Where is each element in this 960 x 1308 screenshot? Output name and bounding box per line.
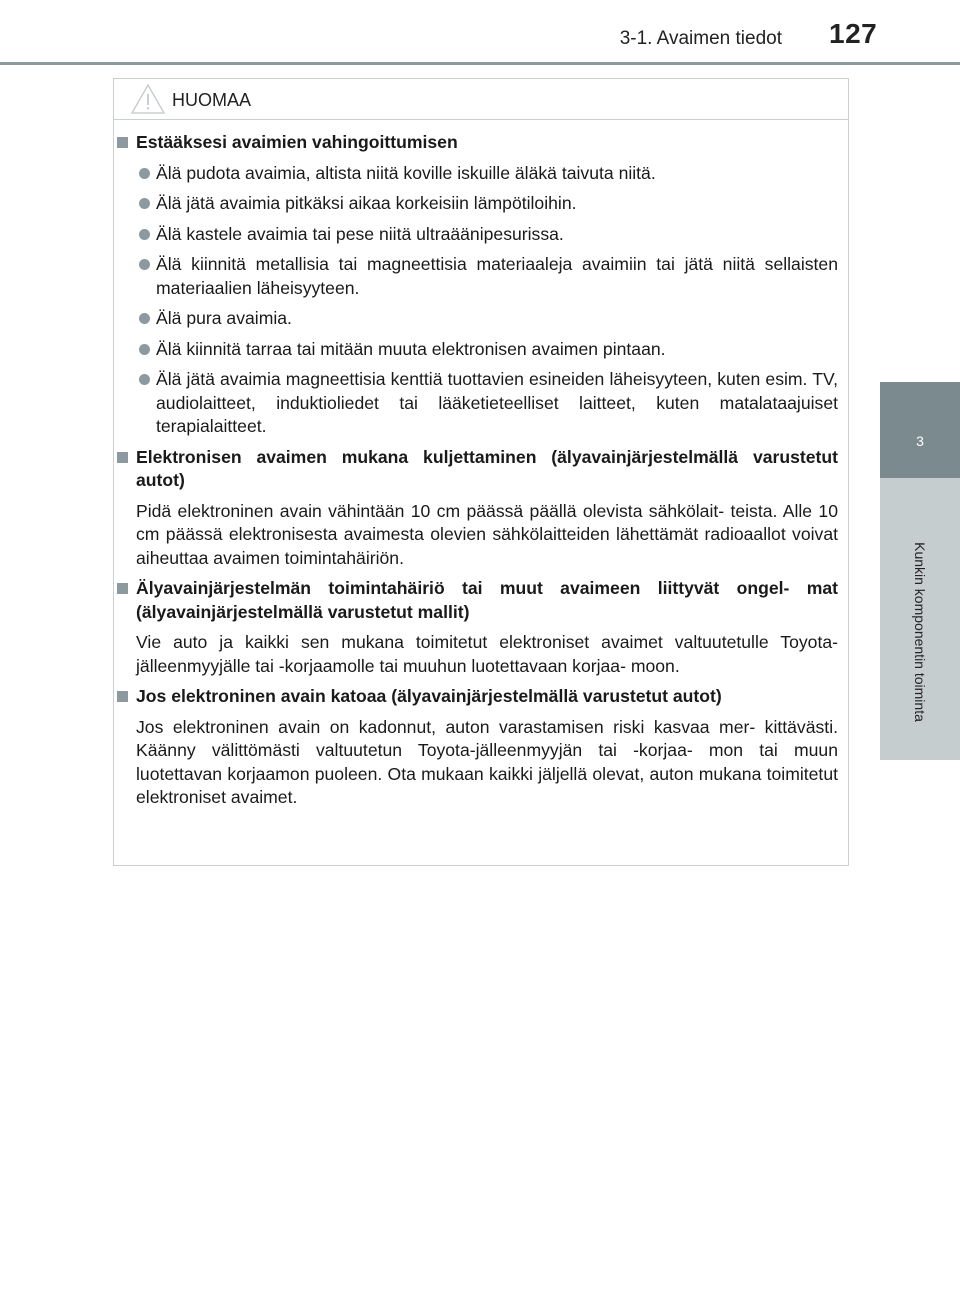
warning-triangle-icon: [130, 83, 166, 115]
bullet-text: Älä jätä avaimia magneettisia kenttiä tuottavien esineiden läheisyyteen, kuten esim. TV, audiolaitteet, induktioliedet tai lääketieteelliset laitteet, kuten matalataajuiset terapialaitteet.: [156, 369, 838, 436]
section-marker: [117, 691, 128, 702]
caution-section: [114, 131, 838, 439]
caution-content: [114, 131, 848, 817]
section-marker: [117, 452, 128, 463]
bullet-text: Älä kiinnitä metallisia tai magneettisia materiaaleja avaimiin tai jätä niitä sellaisten materiaalien läheisyyteen.: [156, 254, 838, 298]
section-heading: Elektronisen avaimen mukana kuljettaminen (älyavainjärjestelmällä varustetut autot): [136, 446, 838, 490]
bullet-dot: [139, 313, 150, 324]
bullet-text: Älä kastele avaimia tai pese niitä ultraäänipesurissa.: [156, 223, 564, 244]
bullet-dot: [139, 229, 150, 240]
section-paragraph: Jos elektroninen avain on kadonnut, auton varastamisen riski kasvaa mer- kittävästi. Käänny välittömästi valtuutetun Toyota-jälleenmyyjän tai -korjaa- mon tai muun luotettavan korjaamon puoleen. Ota mukaan kaikki jäljellä olevat, auton mukana toimitetut elektroniset avaimet.: [136, 716, 838, 807]
chapter-label: Kunkin komponentin toiminta: [912, 542, 928, 722]
section-heading: Estääksesi avaimien vahingoittumisen: [136, 132, 458, 152]
caution-section: [114, 685, 838, 810]
caution-header: [114, 79, 848, 120]
bullet-dot: [139, 168, 150, 179]
page-number: 127: [829, 18, 878, 49]
section-paragraph: Pidä elektroninen avain vähintään 10 cm päässä päällä olevista sähkölait- teista. Alle 10 cm päässä elektronisesta avaimesta olevien sähkölaitteiden lähettämät radioaallot voivat aiheuttaa avaimen toimintahäiriön.: [136, 500, 838, 568]
page-header: [0, 0, 960, 64]
bullet-text: Älä kiinnitä tarraa tai mitään muuta elektronisen avaimen pintaan.: [156, 338, 666, 359]
bullet-item: [114, 253, 838, 300]
bullet-item: [114, 307, 838, 331]
bullet-item: [114, 368, 838, 439]
chapter-number: 3: [880, 382, 960, 478]
bullet-text: Älä pudota avaimia, altista niitä koville iskuille äläkä taivuta niitä.: [156, 162, 656, 183]
bullet-dot: [139, 198, 150, 209]
bullet-dot: [139, 259, 150, 270]
section-heading: Älyavainjärjestelmän toimintahäiriö tai muut avaimeen liittyvät ongel- mat (älyavainjärjestelmällä varustetut mallit): [136, 578, 838, 622]
bullet-item: [114, 192, 838, 216]
bullet-item: [114, 338, 838, 362]
caution-label: HUOMAA: [172, 90, 252, 110]
section-marker: [117, 137, 128, 148]
chapter-tab: [880, 382, 960, 760]
bullet-dot: [139, 344, 150, 355]
bullet-text: Älä pura avaimia.: [156, 308, 292, 328]
section-heading: Jos elektroninen avain katoaa (älyavainjärjestelmällä varustetut autot): [136, 686, 722, 706]
caution-section: [114, 577, 838, 678]
header-rule: [0, 62, 960, 65]
section-marker: [117, 583, 128, 594]
caution-section: [114, 446, 838, 571]
bullet-item: [114, 223, 838, 247]
bullet-dot: [139, 374, 150, 385]
caution-box: [113, 78, 849, 866]
section-title: 3-1. Avaimen tiedot: [619, 28, 782, 49]
bullet-item: [114, 162, 838, 186]
bullet-text: Älä jätä avaimia pitkäksi aikaa korkeisiin lämpötiloihin.: [156, 193, 577, 213]
section-paragraph: Vie auto ja kaikki sen mukana toimitetut elektroniset avaimet valtuutetulle Toyota-jälleenmyyjälle tai -korjaamolle tai muuhun luotettavaan korjaa- moon.: [136, 632, 838, 676]
